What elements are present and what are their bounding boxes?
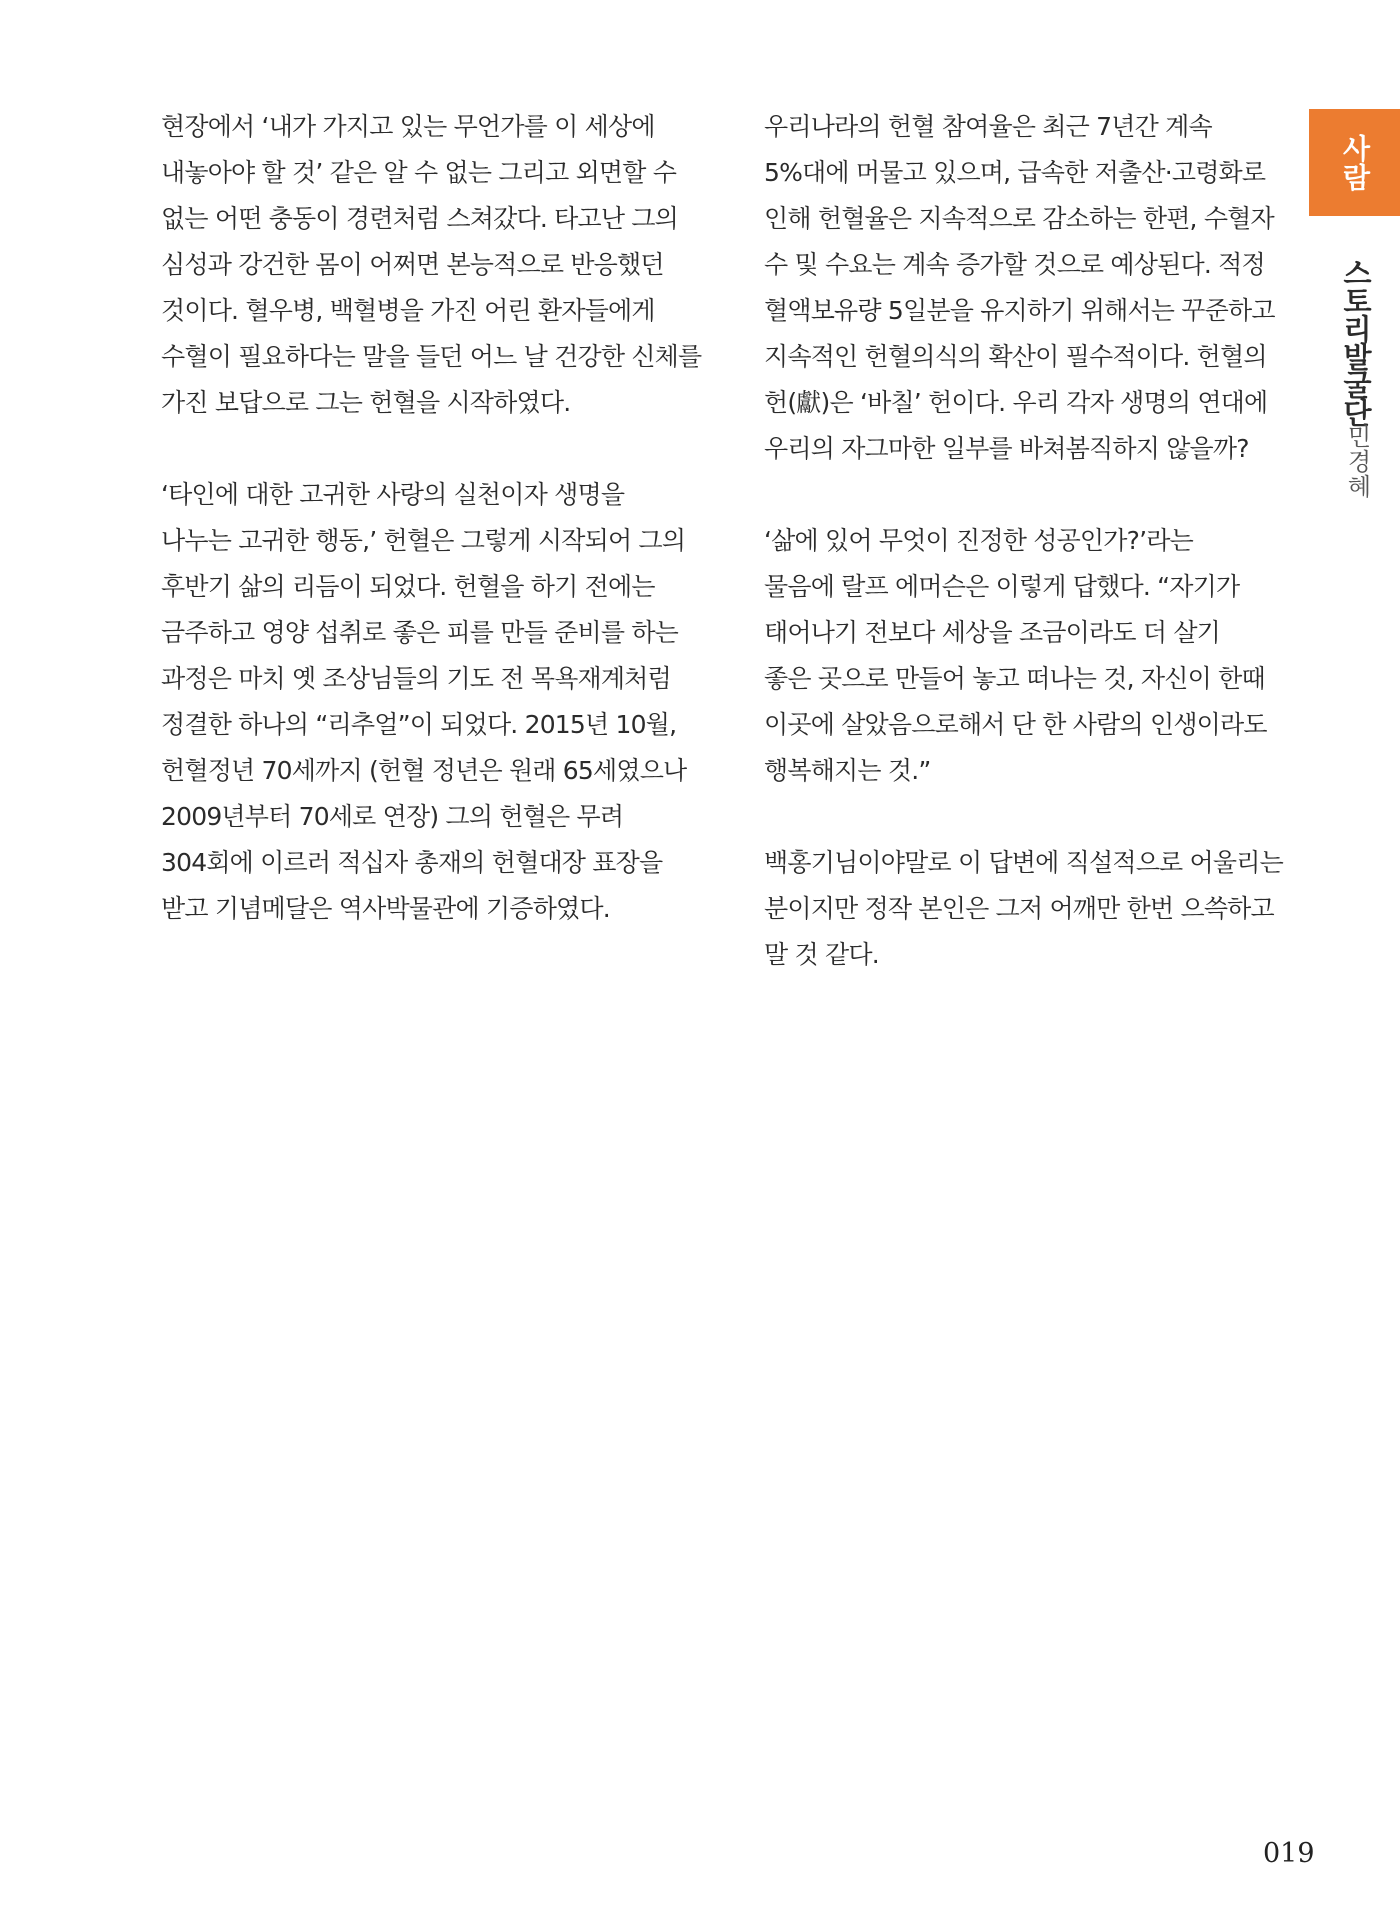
right-text-column bbox=[764, 104, 1284, 1024]
text-line: ‘타인에 대한 고귀한 사랑의 실천이자 생명을 bbox=[161, 480, 625, 509]
text-line: 우리나라의 헌혈 참여율은 최근 7년간 계속 bbox=[764, 112, 1212, 141]
text-line: 좋은 곳으로 만들어 놓고 떠나는 것, 자신이 한때 bbox=[764, 664, 1265, 693]
text-line: 헌(獻)은 ‘바칠’ 헌이다. 우리 각자 생명의 연대에 bbox=[764, 388, 1268, 417]
text-line: 혈액보유량 5일분을 유지하기 위해서는 꾸준하고 bbox=[764, 296, 1275, 325]
text-line: 받고 기념메달은 역사박물관에 기증하였다. bbox=[161, 894, 610, 923]
text-line: 것이다. 혈우병, 백혈병을 가진 어린 환자들에게 bbox=[161, 296, 655, 325]
section-label: 사람 bbox=[1338, 133, 1372, 192]
left-text-column bbox=[161, 104, 721, 978]
body-paragraph bbox=[764, 518, 1284, 794]
author-name: 민경혜 bbox=[1343, 424, 1371, 499]
body-paragraph bbox=[764, 840, 1284, 978]
text-line: 이곳에 살았음으로해서 단 한 사람의 인생이라도 bbox=[764, 710, 1267, 739]
text-line: 내놓아야 할 것’ 같은 알 수 없는 그리고 외면할 수 bbox=[161, 158, 677, 187]
text-line: 심성과 강건한 몸이 어쩌면 본능적으로 반응했던 bbox=[161, 250, 664, 279]
text-line: 현장에서 ‘내가 가지고 있는 무언가를 이 세상에 bbox=[161, 112, 655, 141]
text-line: 정결한 하나의 “리추얼”이 되었다. 2015년 10월, bbox=[161, 710, 677, 739]
text-line: 분이지만 정작 본인은 그저 어깨만 한번 으쓱하고 bbox=[764, 894, 1274, 923]
text-line: 304회에 이르러 적십자 총재의 헌혈대장 표장을 bbox=[161, 848, 663, 877]
text-line: 헌혈정년 70세까지 (헌혈 정년은 원래 65세였으나 bbox=[161, 756, 687, 785]
text-line: 수 및 수요는 계속 증가할 것으로 예상된다. 적정 bbox=[764, 250, 1265, 279]
text-line: 지속적인 헌혈의식의 확산이 필수적이다. 헌혈의 bbox=[764, 342, 1267, 371]
text-line: 과정은 마치 옛 조상님들의 기도 전 목욕재계처럼 bbox=[161, 664, 671, 693]
body-paragraph bbox=[764, 104, 1284, 472]
series-title: 스토리발굴단 bbox=[1339, 258, 1373, 426]
text-line: 수혈이 필요하다는 말을 들던 어느 날 건강한 신체를 bbox=[161, 342, 702, 371]
text-line: 가진 보답으로 그는 헌혈을 시작하였다. bbox=[161, 388, 571, 417]
text-line: 인해 헌혈율은 지속적으로 감소하는 한편, 수혈자 bbox=[764, 204, 1274, 233]
text-line: 말 것 같다. bbox=[764, 940, 879, 969]
text-line: ‘삶에 있어 무엇이 진정한 성공인가?’라는 bbox=[764, 526, 1193, 555]
text-line: 없는 어떤 충동이 경련처럼 스쳐갔다. 타고난 그의 bbox=[161, 204, 679, 233]
text-line: 백홍기님이야말로 이 답변에 직설적으로 어울리는 bbox=[764, 848, 1283, 877]
body-paragraph bbox=[161, 472, 721, 932]
text-line: 우리의 자그마한 일부를 바쳐봄직하지 않을까? bbox=[764, 434, 1249, 463]
text-line: 5%대에 머물고 있으며, 급속한 저출산·고령화로 bbox=[764, 158, 1266, 187]
body-paragraph bbox=[161, 104, 721, 426]
text-line: 금주하고 영양 섭취로 좋은 피를 만들 준비를 하는 bbox=[161, 618, 679, 647]
text-line: 2009년부터 70세로 연장) 그의 헌혈은 무려 bbox=[161, 802, 624, 831]
text-line: 나누는 고귀한 행동,’ 헌혈은 그렇게 시작되어 그의 bbox=[161, 526, 686, 555]
text-line: 행복해지는 것.” bbox=[764, 756, 931, 785]
section-tab bbox=[1309, 109, 1400, 216]
text-line: 태어나기 전보다 세상을 조금이라도 더 살기 bbox=[764, 618, 1221, 647]
page-number: 019 bbox=[1263, 1838, 1315, 1869]
text-line: 물음에 랄프 에머슨은 이렇게 답했다. “자기가 bbox=[764, 572, 1240, 601]
text-line: 후반기 삶의 리듬이 되었다. 헌혈을 하기 전에는 bbox=[161, 572, 655, 601]
